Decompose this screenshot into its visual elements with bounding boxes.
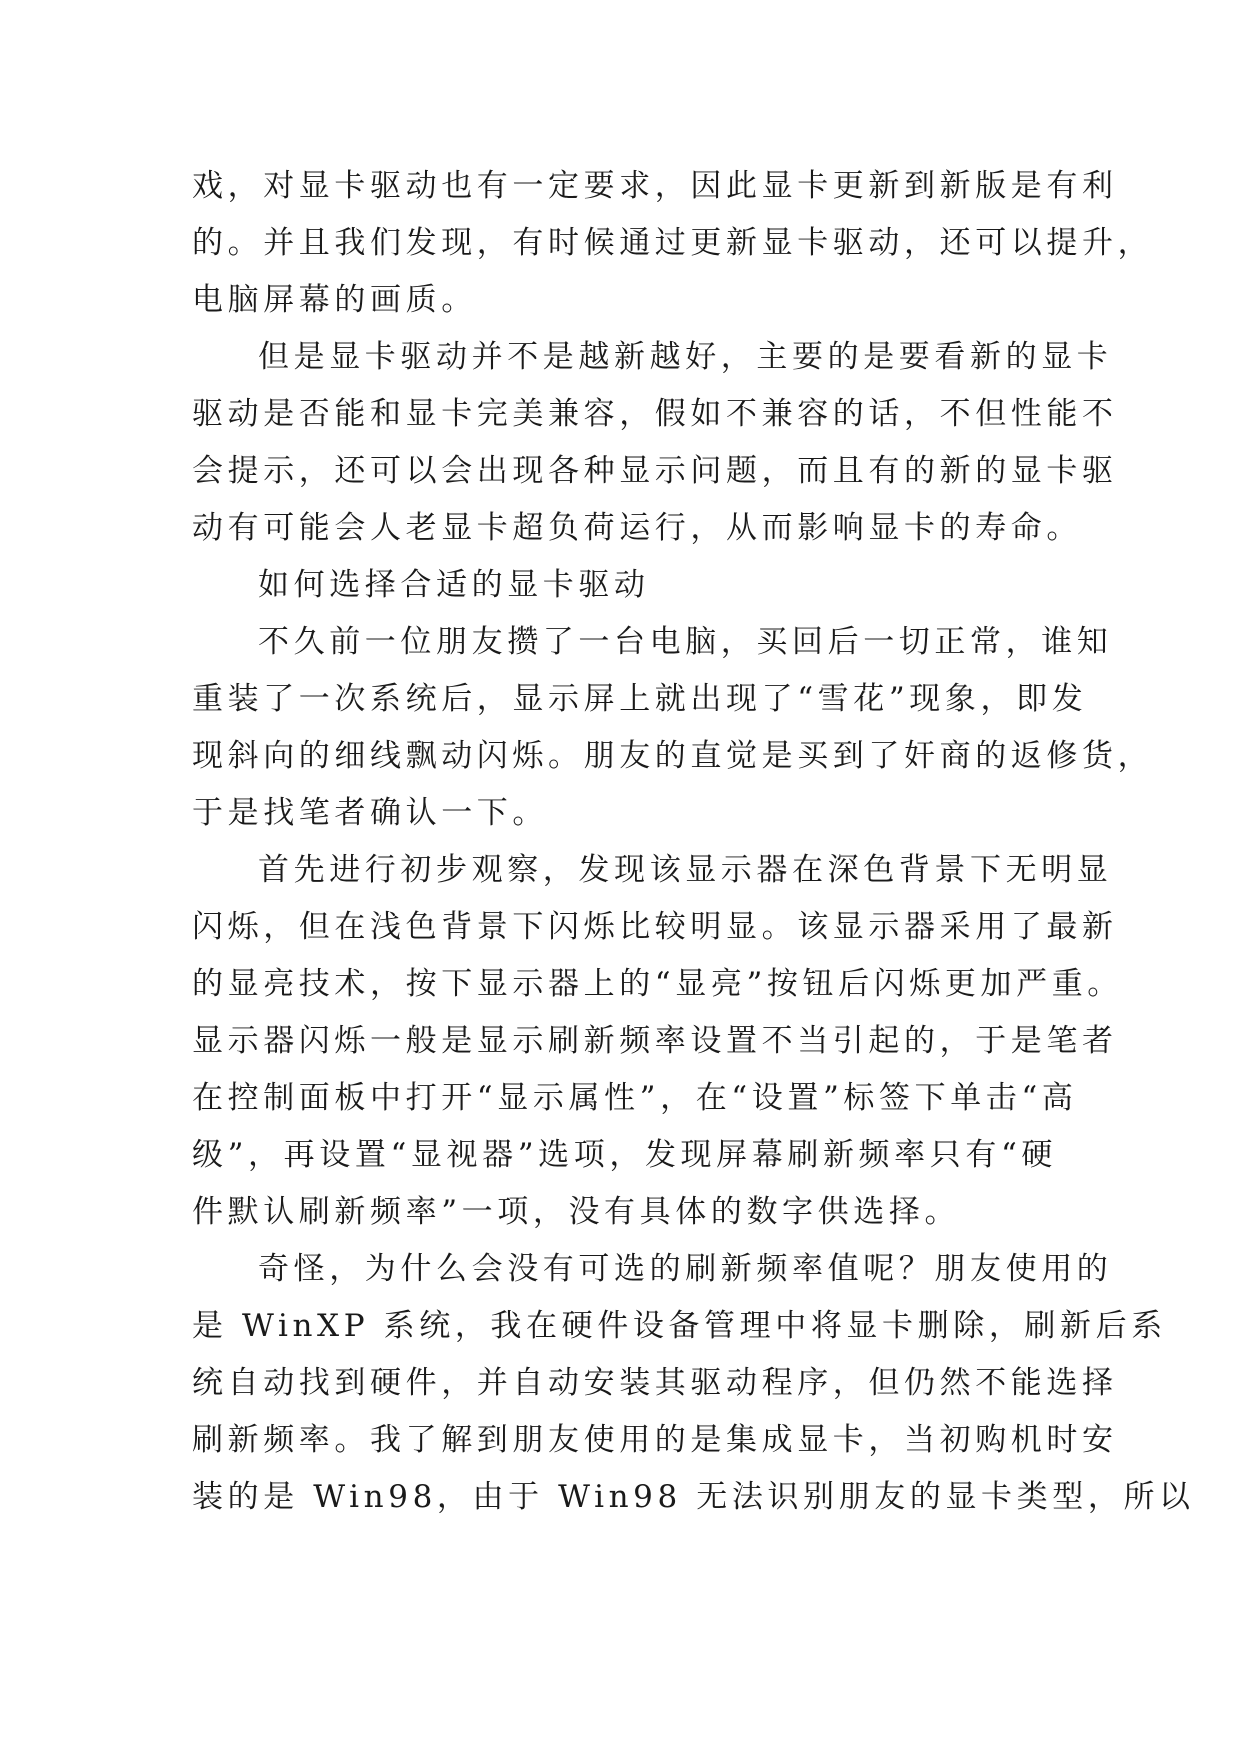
text-line: 显示器闪烁一般是显示刷新频率设置不当引起的，于是笔者	[192, 1023, 1118, 1059]
text-line: 驱动是否能和显卡完美兼容，假如不兼容的话，不但性能不	[192, 396, 1118, 432]
text-line: 闪烁，但在浅色背景下闪烁比较明显。该显示器采用了最新	[192, 909, 1118, 945]
text-line: 在控制面板中打开“显示属性”，在“设置”标签下单击“高	[192, 1080, 1078, 1116]
text-line: 会提示，还可以会出现各种显示问题，而且有的新的显卡驱	[192, 453, 1118, 489]
text-line: 级”，再设置“显视器”选项，发现屏幕刷新频率只有“硬	[192, 1137, 1057, 1173]
text-line: 装的是 Win98，由于 Win98 无法识别朋友的显卡类型，所以	[192, 1479, 1195, 1515]
paragraph-first-line: 不久前一位朋友攒了一台电脑，买回后一切正常，谁知	[258, 624, 1113, 660]
text-line: 统自动找到硬件，并自动安装其驱动程序，但仍然不能选择	[192, 1365, 1118, 1401]
text-line: 电脑屏幕的画质。	[192, 282, 477, 318]
text-line: 重装了一次系统后，显示屏上就出现了“雪花”现象，即发	[192, 681, 1088, 717]
text-line: 刷新频率。我了解到朋友使用的是集成显卡，当初购机时安	[192, 1422, 1118, 1458]
paragraph-first-line: 首先进行初步观察，发现该显示器在深色背景下无明显	[258, 852, 1113, 888]
text-line: 件默认刷新频率”一项，没有具体的数字供选择。	[192, 1194, 961, 1230]
text-line: 戏，对显卡驱动也有一定要求，因此显卡更新到新版是有利	[192, 168, 1118, 204]
paragraph-first-line: 奇怪，为什么会没有可选的刷新频率值呢？朋友使用的	[258, 1251, 1113, 1287]
text-line: 现斜向的细线飘动闪烁。朋友的直觉是买到了奸商的返修货，	[192, 738, 1154, 774]
text-line: 的显亮技术，按下显示器上的“显亮”按钮后闪烁更加严重。	[192, 966, 1123, 1002]
text-line: 是 WinXP 系统，我在硬件设备管理中将显卡删除，刷新后系	[192, 1308, 1167, 1344]
text-line: 于是找笔者确认一下。	[192, 795, 548, 831]
paragraph-first-line: 但是显卡驱动并不是越新越好，主要的是要看新的显卡	[258, 339, 1113, 375]
text-line: 的。并且我们发现，有时候通过更新显卡驱动，还可以提升，	[192, 225, 1154, 261]
section-heading: 如何选择合适的显卡驱动	[258, 567, 650, 603]
document-body	[192, 158, 1195, 1526]
text-line: 动有可能会人老显卡超负荷运行，从而影响显卡的寿命。	[192, 510, 1082, 546]
